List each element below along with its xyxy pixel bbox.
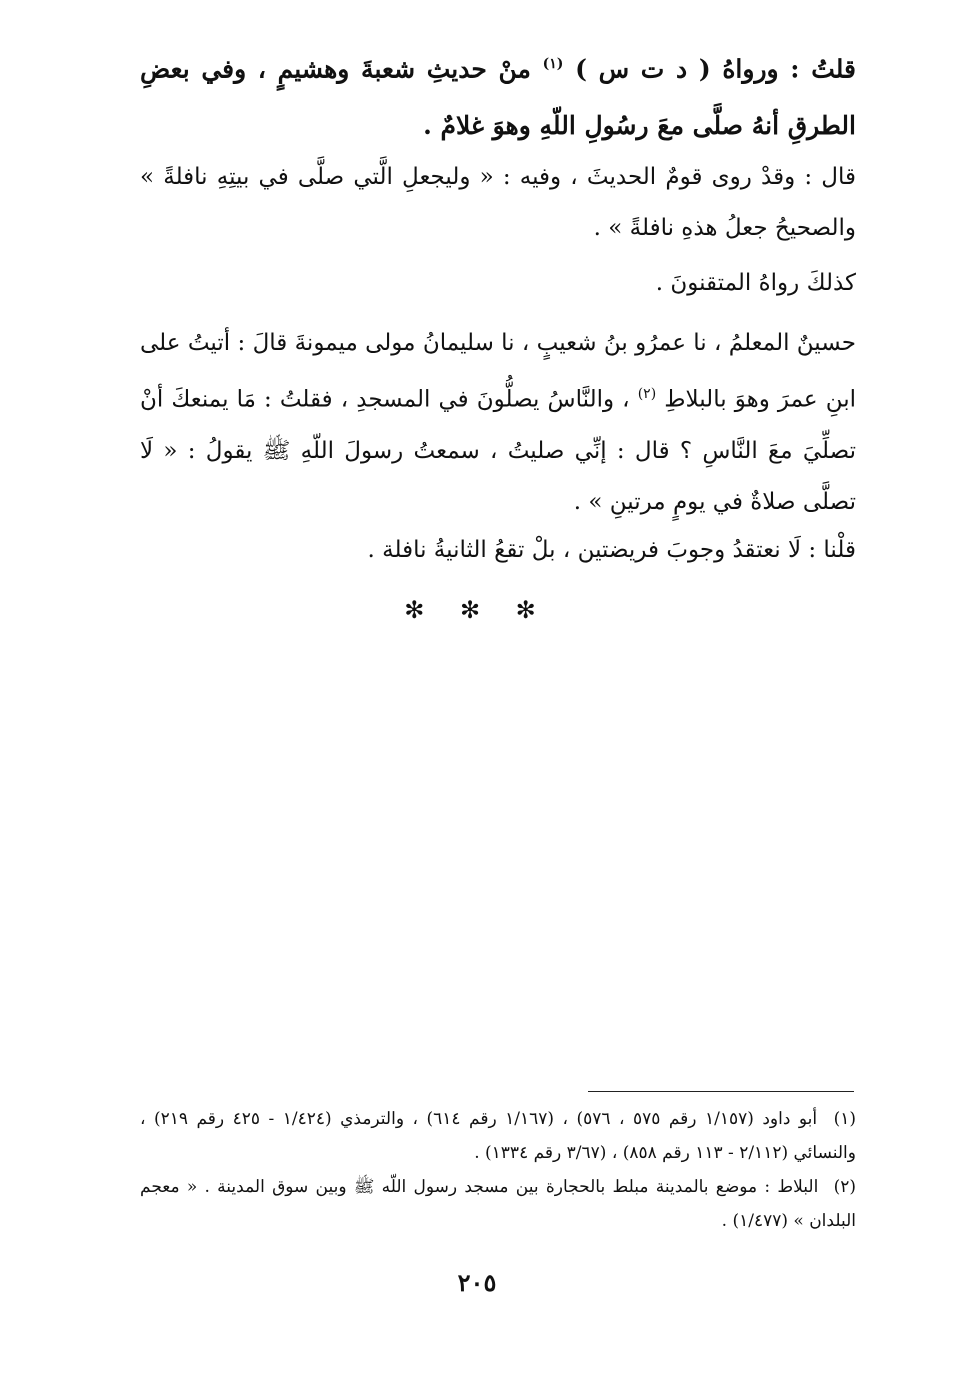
footnote-1-number: (١) bbox=[833, 1109, 857, 1129]
footnote-1-text: أبو داود (١/١٥٧ رقم ٥٧٥ ، ٥٧٦) ، (١/١٦٧ رقم ٦١٤) ، والترمذي (١/٤٢٤ - ٤٢٥ رقم ٢١٩) ، والنسائي (٢/١١٢ - ١١٣ رقم ٨٥٨) ، (٣/٦٧ رقم ١٣٣٤) . bbox=[140, 1109, 856, 1163]
paragraph-2-text: قال : وقدْ روى قومٌ الحديثَ ، وفيه : « وليجعلِ الَّتي صلَّى في بيتِهِ نافلةً » والصحيحُ جعلُ هذهِ نافلةً » . bbox=[140, 164, 856, 241]
footnote-ref-1: (١) bbox=[542, 56, 564, 72]
paragraph-5-text: قلْنا : لَا نعتقدُ وجوبَ فريضتين ، بلْ تقعُ الثانيةُ نافلة . bbox=[367, 537, 856, 563]
paragraph-2 bbox=[140, 152, 916, 254]
footnote-2-text: البلاط : موضع بالمدينة مبلط بالحجارة بين مسجد رسول اللّه ﷺ وبين سوق المدينة . « معجم البلدان » (١/٤٧٧) . bbox=[140, 1177, 856, 1231]
paragraph-1-text-b: منْ حديثِ شعبةَ وهشيمٍ ، وفي بعضِ الطرقِ أنهُ صلَّى معَ رسُولِ اللّهِ وهوَ غلامٌ . bbox=[140, 54, 856, 141]
page-number: ٢٠٥ bbox=[457, 1268, 497, 1297]
paragraph-4 bbox=[140, 318, 916, 528]
paragraph-1-text-a: قلتُ : ورواهُ ( د ت س ) bbox=[575, 54, 856, 84]
paragraph-3 bbox=[140, 258, 916, 309]
footnotes bbox=[140, 1102, 856, 1238]
footnote-ref-2: (٢) bbox=[637, 386, 657, 402]
paragraph-3-text: كذلكَ رواهُ المتقنونَ . bbox=[655, 270, 856, 296]
footnote-1 bbox=[140, 1102, 856, 1170]
footnote-2-number: (٢) bbox=[833, 1177, 856, 1197]
paragraph-1 bbox=[140, 36, 856, 154]
footnote-2 bbox=[140, 1170, 856, 1238]
paragraph-4-text-a: حسينٌ المعلمُ ، نا عمرُو بنُ شعيبٍ ، نا سليمانُ مولى ميمونةَ قالَ : أتيتُ على ابنِ عمرَ وهوَ بالبلاطِ bbox=[140, 330, 856, 413]
paragraph-5 bbox=[140, 525, 916, 576]
section-separator: ✻ ✻ ✻ bbox=[404, 596, 550, 624]
footnote-divider bbox=[588, 1091, 854, 1092]
paragraph-4-text-b: ، والنَّاسُ يصلُّونَ في المسجدِ ، فقلتُ : مَا يمنعكَ أنْ تصلِّيَ معَ النَّاسِ ؟ قال : إنِّي صليتُ ، سمعتُ رسولَ اللّهِ ﷺ يقولُ : « لَا تصلَّى صلاةٌ في يومٍ مرتينِ » . bbox=[140, 386, 856, 515]
